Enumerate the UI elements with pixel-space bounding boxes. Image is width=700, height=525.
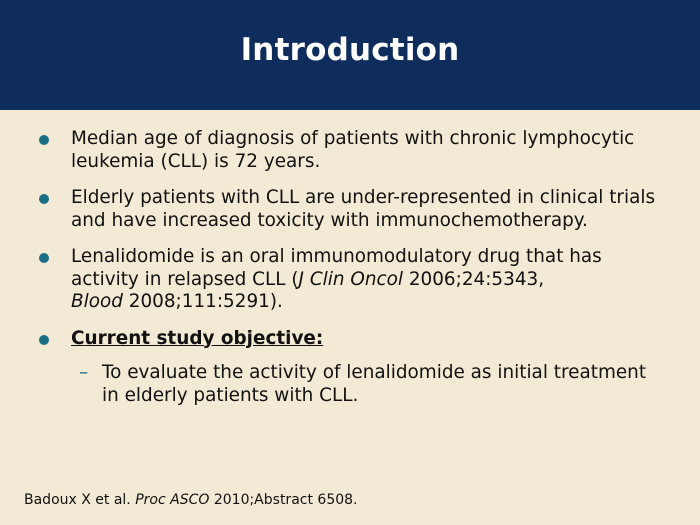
slide-title: Introduction	[240, 32, 460, 68]
citation-authors: Badoux X et al.	[24, 492, 136, 508]
objective-heading: Current study objective:	[71, 327, 324, 349]
bullet-dot-icon	[39, 194, 49, 204]
bullet-item-elderly-patients	[38, 187, 668, 232]
bullet-item-median-age	[38, 128, 668, 173]
bullet-dot-icon	[39, 335, 49, 345]
citation-rest: 2010;Abstract 6508.	[209, 492, 358, 508]
bullet-text: Lenalidomide is an oral immunomodulatory drug that has activity in relapsed CLL (	[71, 246, 602, 290]
journal-name: J Clin Oncol	[298, 268, 403, 290]
sub-bullet-objective	[71, 362, 668, 407]
dash-bullet-icon: –	[79, 362, 89, 383]
bullet-item-lenalidomide	[38, 246, 668, 314]
bullet-text: Elderly patients with CLL are under-represented in clinical trials and have increased toxicity with immunochemotherapy.	[71, 187, 656, 231]
citation	[24, 491, 357, 509]
reference-text: 2008;111:5291).	[122, 291, 283, 312]
bullet-dot-icon	[39, 135, 49, 145]
bullet-dot-icon	[39, 253, 49, 263]
journal-name: Blood	[71, 291, 123, 312]
slide-header	[0, 0, 700, 110]
bullet-text: Median age of diagnosis of patients with chronic lymphocytic leukemia (CLL) is 72 years.	[71, 128, 635, 172]
reference-text: 2006;24:5343,	[402, 268, 545, 290]
bullet-list	[38, 128, 668, 421]
sub-bullet-text: To evaluate the activity of lenalidomide as initial treatment in elderly patients with CLL.	[102, 362, 647, 406]
bullet-item-objective	[38, 328, 668, 408]
citation-journal: Proc ASCO	[135, 492, 210, 508]
